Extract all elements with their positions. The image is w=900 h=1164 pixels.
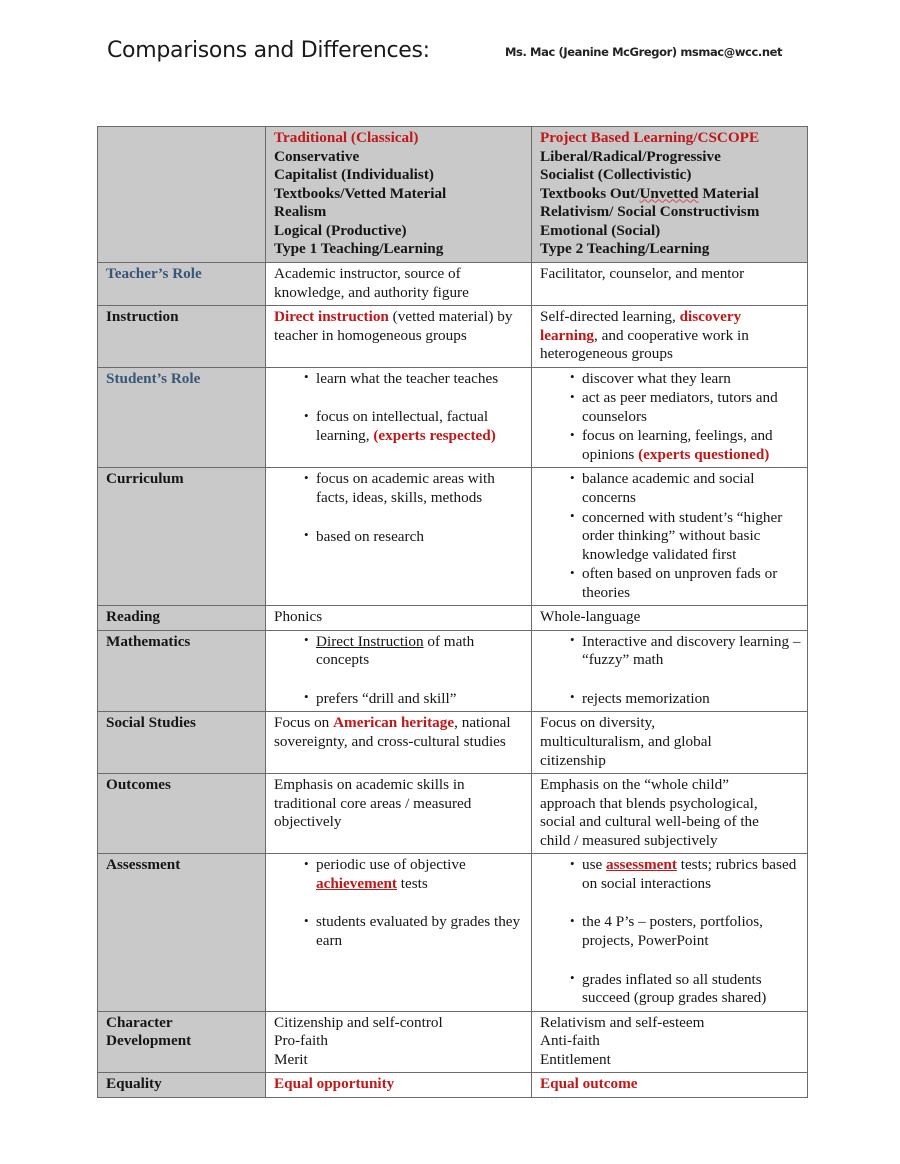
table-row <box>98 854 808 1011</box>
list-item <box>570 370 801 389</box>
row-label-text: Teacher’s Role <box>106 265 202 282</box>
text-pre: periodic use of objective <box>316 856 466 874</box>
header-pbl-cell <box>532 127 808 263</box>
header-traditional-line: Conservative <box>274 147 360 165</box>
text-pre: use <box>582 856 607 874</box>
cell-line: social and cultural well-being of the <box>540 813 759 831</box>
bullet-text: students evaluated by grades they earn <box>316 913 521 949</box>
row-label-teachers-role <box>98 263 266 306</box>
list-item <box>570 389 801 426</box>
table-row <box>98 367 808 468</box>
header-traditional-line: Logical (Productive) <box>274 221 407 239</box>
row-label-text: Mathematics <box>106 632 191 650</box>
cell-pbl-character-development <box>532 1011 808 1073</box>
list-item <box>304 470 525 507</box>
cell-pbl-mathematics <box>532 630 808 712</box>
bullet-list <box>540 633 801 709</box>
cell-line: Focus on diversity, <box>540 714 656 732</box>
highlight-term: discovery learning <box>540 308 742 344</box>
text-post: Material <box>698 184 759 202</box>
bullet-text: focus on academic areas with facts, ideas, skills, methods <box>316 470 495 507</box>
text-post: , and cooperative work in heterogeneous groups <box>540 326 749 363</box>
bullet-list <box>540 470 801 602</box>
row-label-social-studies <box>98 712 266 774</box>
cell-line: Merit <box>274 1050 308 1068</box>
header-traditional-line: Realism <box>274 203 327 221</box>
list-item <box>570 470 801 507</box>
bullet-text: concerned with student’s “higher order thinking” without basic knowledge validated first <box>582 508 783 563</box>
highlight-term: achievement <box>316 874 397 892</box>
text-pre: Textbooks Out/ <box>540 184 640 202</box>
row-label-outcomes <box>98 774 266 854</box>
cell-traditional-teachers-role <box>266 263 532 306</box>
list-item <box>304 690 525 709</box>
list-item <box>570 509 801 565</box>
table-row <box>98 306 808 368</box>
bullet-text: rejects memorization <box>582 689 710 707</box>
text-post: tests <box>396 874 428 892</box>
bullet-text: grades inflated so all students succeed (group grades shared) <box>582 970 767 1007</box>
cell-line: Anti-faith <box>540 1032 600 1050</box>
bullet-text: focus on intellectual, factual learning, <box>316 408 489 444</box>
cell-traditional-instruction <box>266 306 532 368</box>
cell-line: Pro-faith <box>274 1032 328 1050</box>
cell-line: knowledge, and authority figure <box>274 283 469 301</box>
list-item <box>570 427 801 464</box>
list-item <box>304 370 525 389</box>
highlight-term: assessment <box>606 856 677 874</box>
cell-line: Phonics <box>274 608 323 626</box>
bullet-text: balance academic and social concerns <box>582 470 755 507</box>
cell-pbl-equality <box>532 1073 808 1098</box>
row-label-text: Character <box>106 1013 173 1031</box>
row-label-text: Instruction <box>106 308 179 326</box>
row-label-character-development <box>98 1011 266 1073</box>
bullet-list <box>274 470 525 546</box>
row-label-text: Development <box>106 1032 192 1050</box>
cell-line: multiculturalism, and global <box>540 733 712 751</box>
row-label-students-role <box>98 367 266 468</box>
cell-line: Emphasis on the “whole child” <box>540 776 729 794</box>
bullet-list <box>274 856 525 950</box>
table-row <box>98 606 808 631</box>
list-item <box>570 856 801 893</box>
bullet-list <box>540 856 801 1007</box>
table-row <box>98 630 808 712</box>
header-traditional-cell <box>266 127 532 263</box>
row-label-text: Curriculum <box>106 470 184 488</box>
cell-line: child / measured subjectively <box>540 831 718 849</box>
highlight-term: (experts respected) <box>373 426 496 444</box>
bullet-text: often based on unproven fads or theories <box>582 565 778 601</box>
cell-line: objectively <box>274 813 342 831</box>
header-pbl-line: Socialist (Collectivistic) <box>540 166 692 184</box>
cell-line: Equal opportunity <box>274 1075 395 1093</box>
table-row <box>98 712 808 774</box>
cell-traditional-assessment <box>266 854 532 1011</box>
cell-pbl-instruction <box>532 306 808 368</box>
header-pbl-title: Project Based Learning/CSCOPE <box>540 129 760 146</box>
list-item <box>570 690 801 709</box>
bullet-list <box>540 370 801 465</box>
header-traditional-title: Traditional (Classical) <box>274 129 419 146</box>
highlight-term: Direct instruction <box>274 308 389 326</box>
cell-line: Facilitator, counselor, and mentor <box>540 265 745 282</box>
bullet-text: of math concepts <box>316 632 475 669</box>
cell-traditional-students-role <box>266 367 532 468</box>
list-item <box>570 633 801 670</box>
cell-line: citizenship <box>540 751 606 769</box>
bullet-text: learn what the teacher teaches <box>316 369 499 387</box>
cell-line: Academic instructor, source of <box>274 265 461 282</box>
row-label-text: Equality <box>106 1075 162 1093</box>
bullet-text: Interactive and discovery learning – “fuzzy” math <box>582 632 801 669</box>
row-label-curriculum <box>98 468 266 606</box>
header-corner-cell <box>98 127 266 263</box>
page-header <box>0 0 900 110</box>
cell-pbl-reading <box>532 606 808 631</box>
bullet-text: act as peer mediators, tutors and counselors <box>582 389 778 425</box>
author-byline: Ms. Mac (Jeanine McGregor) msmac@wcc.net <box>505 45 783 59</box>
cell-pbl-curriculum <box>532 468 808 606</box>
header-traditional-line: Type 1 Teaching/Learning <box>274 240 444 258</box>
highlight-term: American heritage <box>333 714 455 732</box>
row-label-mathematics <box>98 630 266 712</box>
table-row <box>98 263 808 306</box>
bullet-text: discover what they learn <box>582 369 731 387</box>
row-label-equality <box>98 1073 266 1098</box>
list-item <box>570 913 801 950</box>
header-traditional-line: Capitalist (Individualist) <box>274 166 434 184</box>
cell-traditional-curriculum <box>266 468 532 606</box>
list-item <box>304 856 525 893</box>
cell-line: traditional core areas / measured <box>274 794 472 812</box>
cell-line: Emphasis on academic skills in <box>274 776 465 794</box>
list-item <box>304 913 525 950</box>
cell-pbl-social-studies <box>532 712 808 774</box>
cell-pbl-assessment <box>532 854 808 1011</box>
cell-traditional-outcomes <box>266 774 532 854</box>
bullet-text: prefers “drill and skill” <box>316 689 457 707</box>
cell-line: Citizenship and self-control <box>274 1013 443 1031</box>
highlight-term: (experts questioned) <box>638 445 770 463</box>
text-pre: Self-directed learning, <box>540 308 680 326</box>
list-item <box>304 408 525 445</box>
cell-line: Entitlement <box>540 1050 611 1068</box>
cell-line: Whole-language <box>540 608 641 626</box>
cell-line: approach that blends psychological, <box>540 794 758 812</box>
row-label-text: Student’s Role <box>106 369 201 387</box>
header-pbl-line: Type 2 Teaching/Learning <box>540 240 710 258</box>
cell-line: Equal outcome <box>540 1075 638 1093</box>
cell-traditional-social-studies <box>266 712 532 774</box>
underlined-term: Direct Instruction <box>316 632 424 650</box>
cell-traditional-reading <box>266 606 532 631</box>
table-row <box>98 468 808 606</box>
text-pre: Focus on <box>274 714 334 732</box>
row-label-text: Outcomes <box>106 776 171 794</box>
header-pbl-line: Relativism/ Social Constructivism <box>540 203 760 221</box>
cell-text: (vetted material) by teacher in homogeneous groups <box>274 308 513 344</box>
header-pbl-line-unvetted <box>540 185 801 204</box>
header-pbl-line: Liberal/Radical/Progressive <box>540 147 721 165</box>
cell-pbl-students-role <box>532 367 808 468</box>
table-header-row <box>98 127 808 263</box>
header-pbl-line: Emotional (Social) <box>540 221 661 239</box>
list-item <box>570 565 801 602</box>
cell-line: Relativism and self-esteem <box>540 1013 705 1031</box>
table-row <box>98 1073 808 1098</box>
row-label-assessment <box>98 854 266 1011</box>
bullet-text: focus on learning, feelings, and opinions <box>582 427 773 463</box>
comparison-table <box>97 126 808 1098</box>
table-row <box>98 774 808 854</box>
text-post: , national sovereignty, and cross-cultural studies <box>274 714 511 751</box>
row-label-instruction <box>98 306 266 368</box>
spellcheck-underlined-word: Unvetted <box>639 184 699 202</box>
table-row <box>98 1011 808 1073</box>
cell-traditional-equality <box>266 1073 532 1098</box>
bullet-list <box>274 633 525 709</box>
header-traditional-line: Textbooks/Vetted Material <box>274 184 447 202</box>
list-item <box>570 971 801 1008</box>
page-title: Comparisons and Differences: <box>107 38 430 63</box>
row-label-text: Reading <box>106 608 161 626</box>
row-label-text: Assessment <box>106 856 181 874</box>
bullet-text: the 4 P’s – posters, portfolios, projects, PowerPoint <box>582 913 763 949</box>
bullet-text: based on research <box>316 527 424 545</box>
bullet-list <box>274 370 525 446</box>
list-item <box>304 528 525 547</box>
row-label-text: Social Studies <box>106 714 196 732</box>
cell-traditional-character-development <box>266 1011 532 1073</box>
row-label-reading <box>98 606 266 631</box>
cell-pbl-teachers-role <box>532 263 808 306</box>
cell-pbl-outcomes <box>532 774 808 854</box>
list-item <box>304 633 525 670</box>
cell-traditional-mathematics <box>266 630 532 712</box>
text-post: tests; rubrics based on social interactions <box>582 856 797 892</box>
